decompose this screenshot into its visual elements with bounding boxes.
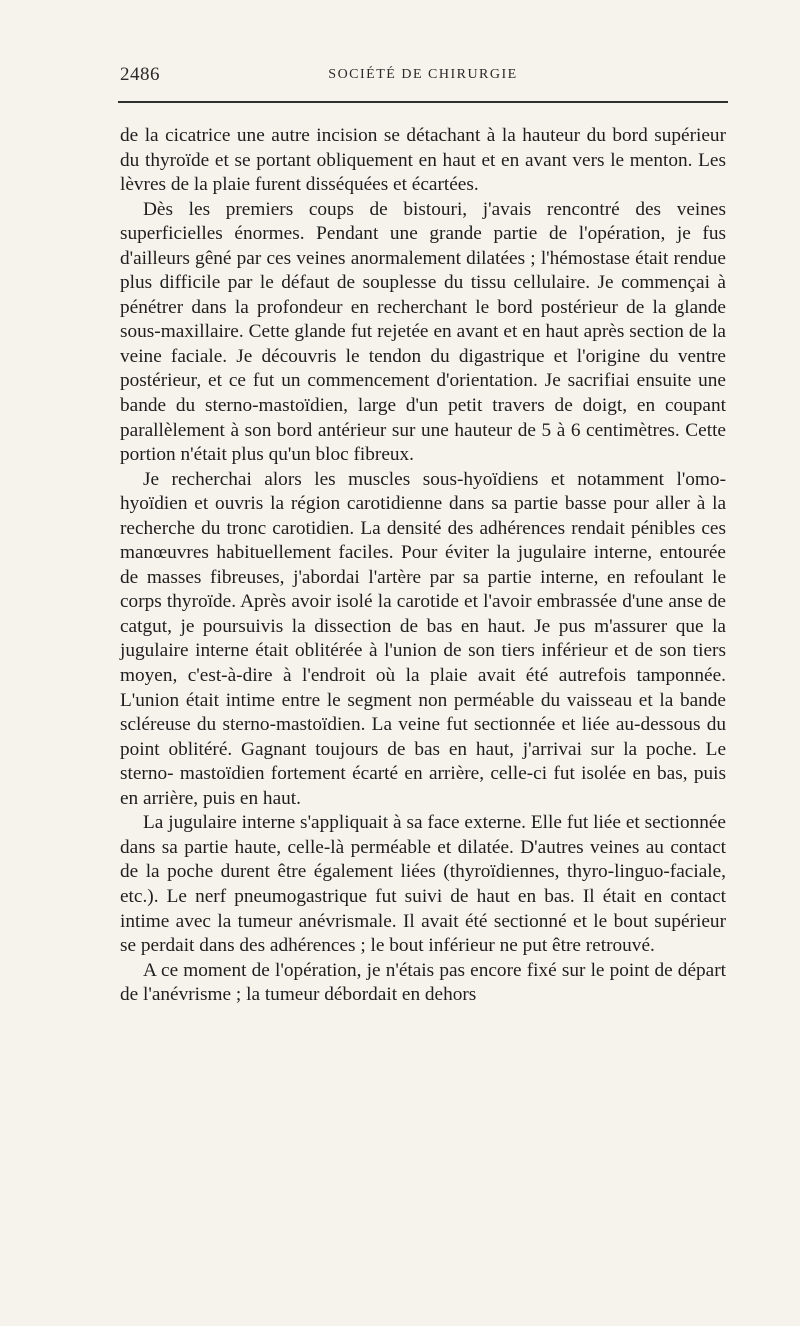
- paragraph-1: de la cicatrice une autre incision se détachant à la hauteur du bord supérieur du thyroïde et se portant obliquement en haut et en avant vers le menton. Les lèvres de la plaie furent disséquées et écartées.: [120, 125, 726, 196]
- paragraph-3: Je recherchai alors les muscles sous-hyoïdiens et notamment l'omo-hyoïdien et ouvris la région carotidienne dans sa partie basse pour aller à la recherche du tronc carotidien. La densité des adhérences rendait pénibles ces manœuvres habituellement faciles. Pour éviter la jugulaire interne, entourée de masses fibreuses, j'abordai l'artère par sa partie interne, en refoulant le corps thyroïde. Après avoir isolé la carotide et l'avoir embrassée d'une anse de catgut, je poursuivis la dissection de bas en haut. Je pus m'assurer que la jugulaire interne était oblitérée à l'union de son tiers inférieur et de son tiers moyen, c'est-à-dire à l'endroit où la plaie avait été autrefois tamponnée. L'union était intime entre le segment non perméable du vaisseau et la bande scléreuse du sterno-mastoïdien. La veine fut sectionnée et liée au-dessous du point oblitéré. Gagnant toujours de bas en haut, j'arrivai sur la poche. Le sterno- mastoïdien fortement écarté en arrière, celle-ci fut isolée en bas, puis en arrière, puis en haut.: [120, 468, 726, 809]
- header-rule: [118, 101, 728, 103]
- page-header: [120, 64, 726, 90]
- paragraph-4: La jugulaire interne s'appliquait à sa face externe. Elle fut liée et sectionnée dans sa partie haute, celle-là perméable et dilatée. D'autres veines au contact de la poche durent être également liées (thyroïdiennes, thyro-linguo-faciale, etc.). Le nerf pneumogastrique fut suivi de haut en bas. Il était en contact intime avec la tumeur anévrismale. Il avait été sectionné et le bout supérieur se perdait dans des adhérences ; le bout inférieur ne put être retrouvé.: [120, 812, 726, 957]
- running-title: SOCIÉTÉ DE CHIRURGIE: [328, 67, 518, 82]
- page-number: 2486: [120, 64, 160, 85]
- paragraph-5: A ce moment de l'opération, je n'étais pas encore fixé sur le point de départ de l'anévrisme ; la tumeur débordait en dehors: [120, 959, 726, 1006]
- body-text: [120, 124, 726, 1008]
- paragraph-2: Dès les premiers coups de bistouri, j'avais rencontré des veines superficielles énormes. Pendant une grande partie de l'opération, je fus d'ailleurs gêné par ces veines anormalement dilatées ; l'hémostase était rendue plus difficile par le défaut de souplesse du tissu cellulaire. Je commençai à pénétrer dans la profondeur en recherchant le bord postérieur de la glande sous-maxillaire. Cette glande fut rejetée en avant et en haut après section de la veine faciale. Je découvris le tendon du digastrique et l'origine du ventre postérieur, et ce fut un commencement d'orientation. Je sacrifiai ensuite une bande du sterno-mastoïdien, large d'un petit travers de doigt, en coupant parallèlement à son bord antérieur sur une hauteur de 5 à 6 centimètres. Cette portion n'était plus qu'un bloc fibreux.: [120, 198, 726, 466]
